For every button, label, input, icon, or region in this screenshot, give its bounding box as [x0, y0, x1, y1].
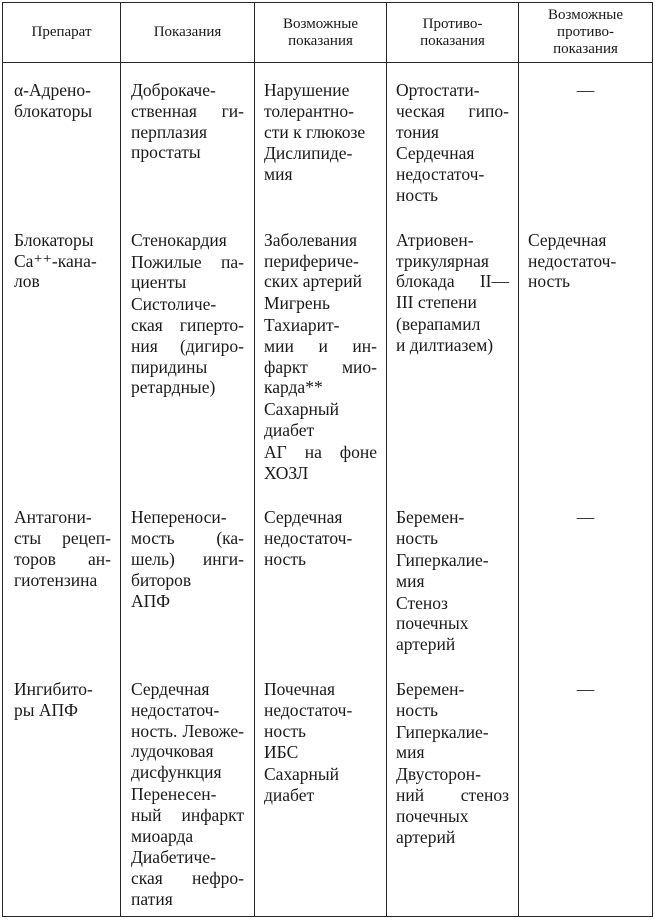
- cell-paragraph: [396, 679, 509, 721]
- cell-drug: [3, 218, 120, 496]
- cell-line: Беремен-: [396, 678, 465, 699]
- cell-line: недостаточ-: [131, 699, 220, 720]
- cell-line: Сердечная: [264, 507, 343, 528]
- cell-paragraph: [396, 593, 509, 655]
- cell-paragraph: [528, 679, 643, 700]
- cell-line: лудочковая: [131, 741, 214, 762]
- cell-paragraph: [264, 507, 377, 569]
- cell-contraindications: [386, 218, 518, 496]
- cell-paragraph: [528, 230, 643, 292]
- cell-paragraph: [14, 80, 111, 122]
- cell-line: Сердечная: [528, 229, 607, 250]
- cell-paragraph: [131, 847, 244, 909]
- cell-line: почечных: [396, 613, 469, 634]
- cell-paragraph: [528, 80, 643, 101]
- cell-line: Непереноси-: [131, 507, 227, 528]
- cell-paragraph: [264, 230, 377, 292]
- cell-line: Диабетиче-: [131, 847, 216, 868]
- cell-paragraph: [264, 143, 377, 185]
- cell-paragraph: [396, 722, 509, 764]
- header-drug: [3, 3, 120, 63]
- cell-paragraph: [396, 80, 509, 142]
- cell-line: Пожилые па-: [131, 251, 244, 272]
- cell-paragraph: [131, 80, 244, 163]
- cell-line: пиридины: [131, 356, 208, 377]
- cell-paragraph: [264, 293, 377, 314]
- header-line: Возможные: [283, 15, 358, 32]
- cell-line: ИБС: [264, 742, 299, 763]
- cell-paragraph: [131, 507, 244, 611]
- cell-paragraph: [396, 143, 509, 205]
- cell-line: ственная ги-: [131, 100, 244, 121]
- cell-line: Дислипиде-: [264, 143, 353, 164]
- cell-paragraph: [396, 230, 509, 313]
- cell-line: Атриовен-: [396, 229, 474, 250]
- header-line: показания: [553, 41, 618, 57]
- cell-indications: [120, 218, 254, 496]
- header-line: Препарат: [31, 24, 92, 40]
- cell-line: Гиперкалие-: [396, 721, 489, 742]
- cell-line: Сахарный: [264, 399, 339, 420]
- cell-line: патия: [131, 888, 173, 909]
- cell-line: гиотензина: [14, 569, 98, 590]
- cell-line: Сердечная: [396, 143, 475, 164]
- cell-line: мость (ка-: [131, 528, 244, 549]
- cell-line: ность. Левоже-: [131, 720, 244, 741]
- header-possible-indications: [254, 3, 386, 63]
- cell-line: ретардные): [131, 377, 216, 398]
- cell-possible-contraindications: [518, 667, 652, 916]
- cell-paragraph: [131, 252, 244, 294]
- cell-line: ния (дигиро-: [131, 335, 244, 356]
- cell-line: Стенокардия: [131, 229, 227, 250]
- cell-paragraph: [264, 742, 377, 763]
- cell-contraindications: [386, 495, 518, 667]
- cell-line: ность: [396, 184, 438, 205]
- cell-possible-contraindications: [518, 63, 652, 218]
- cell-line: перплазия: [131, 121, 208, 142]
- cell-line: шель) инги-: [131, 548, 244, 569]
- cell-paragraph: [264, 679, 377, 741]
- cell-paragraph: [396, 314, 509, 356]
- header-line: Возможные: [548, 7, 623, 23]
- header-possible-contraindications: [518, 3, 652, 63]
- cell-possible-indications: [254, 218, 386, 496]
- cell-line: недостаточ-: [264, 699, 353, 720]
- cell-line: α-Адрено-: [14, 80, 91, 100]
- cell-line: и дилтиазем): [396, 334, 494, 355]
- cell-line: лов: [14, 271, 40, 292]
- cell-line: ских артерий: [264, 271, 362, 292]
- cell-line: тония: [396, 121, 439, 142]
- cell-line: ность: [396, 528, 438, 549]
- cell-paragraph: [14, 507, 111, 590]
- cell-line: перифериче-: [264, 250, 359, 271]
- cell-line: блокада II—: [396, 271, 509, 292]
- cell-line: артерий: [396, 634, 456, 655]
- cell-paragraph: [396, 507, 509, 549]
- cell-line: фаркт мио-: [264, 356, 377, 377]
- cell-line: Тахиарит-: [264, 314, 340, 335]
- cell-possible-contraindications: [518, 495, 652, 667]
- cell-line: ность: [264, 548, 306, 569]
- cell-line: Сахарный: [264, 764, 339, 785]
- header-line: противо-: [557, 24, 614, 40]
- cell-line: Доброкаче-: [131, 80, 216, 100]
- cell-possible-indications: [254, 667, 386, 916]
- cell-line: диабет: [264, 419, 315, 440]
- cell-line: ческая гипо-: [396, 100, 509, 121]
- cell-line: ская гиперто-: [131, 314, 244, 335]
- cell-paragraph: [14, 679, 111, 721]
- cell-line: недостаточ-: [264, 528, 353, 549]
- cell-drug: [3, 495, 120, 667]
- drug-comparison-table: [2, 2, 653, 917]
- cell-paragraph: [264, 764, 377, 806]
- cell-paragraph: [264, 399, 377, 441]
- cell-line: —: [576, 678, 595, 699]
- cell-line: Ca⁺⁺-кана-: [14, 250, 97, 271]
- cell-line: (верапамил: [396, 313, 481, 334]
- cell-line: миоарда: [131, 825, 194, 846]
- cell-line: недостаточ-: [528, 250, 617, 271]
- cell-contraindications: [386, 667, 518, 916]
- cell-line: трикулярная: [396, 250, 489, 271]
- cell-line: Систоличе-: [131, 294, 217, 315]
- cell-line: сти к глюкозе: [264, 121, 366, 142]
- cell-line: Стеноз: [396, 592, 448, 613]
- cell-line: Антагони-: [14, 507, 92, 528]
- cell-line: ность: [264, 720, 306, 741]
- cell-line: блокаторы: [14, 100, 93, 121]
- cell-line: мия: [264, 164, 293, 185]
- cell-line: дисфункция: [131, 762, 222, 783]
- cell-drug: [3, 667, 120, 916]
- cell-line: —: [576, 80, 595, 100]
- cell-line: АПФ: [131, 590, 171, 611]
- cell-line: мия: [396, 570, 425, 591]
- cell-line: недостаточ-: [396, 164, 485, 185]
- cell-paragraph: [131, 230, 244, 251]
- header-contraindications: [386, 3, 518, 63]
- cell-line: Гиперкалие-: [396, 549, 489, 570]
- cell-paragraph: [131, 784, 244, 846]
- cell-line: ный инфаркт: [131, 804, 244, 825]
- cell-line: мии и ин-: [264, 335, 377, 356]
- cell-line: биторов: [131, 569, 192, 590]
- header-indications: [120, 3, 254, 63]
- cell-paragraph: [131, 294, 244, 398]
- cell-line: —: [576, 507, 595, 528]
- cell-line: Беремен-: [396, 507, 465, 528]
- cell-line: Ортостати-: [396, 80, 480, 100]
- cell-line: торов ан-: [14, 548, 111, 569]
- cell-line: Сердечная: [131, 678, 210, 699]
- cell-line: ХОЗЛ: [264, 462, 309, 483]
- cell-line: Ингибито-: [14, 678, 93, 699]
- cell-line: ская нефро-: [131, 868, 244, 889]
- cell-line: Двусторон-: [396, 764, 481, 785]
- cell-paragraph: [264, 315, 377, 398]
- cell-line: толерантно-: [264, 100, 354, 121]
- cell-contraindications: [386, 63, 518, 218]
- cell-line: ность: [528, 271, 570, 292]
- cell-line: артерий: [396, 826, 456, 847]
- cell-line: сты рецеп-: [14, 528, 111, 549]
- cell-indications: [120, 495, 254, 667]
- cell-line: ность: [396, 699, 438, 720]
- cell-line: мия: [396, 742, 425, 763]
- header-line: Показания: [153, 24, 222, 40]
- cell-line: АГ на фоне: [264, 441, 377, 462]
- cell-paragraph: [264, 80, 377, 142]
- header-line: Противо-: [422, 15, 483, 32]
- cell-paragraph: [396, 764, 509, 847]
- header-line: показания: [288, 32, 353, 49]
- cell-possible-contraindications: [518, 218, 652, 496]
- cell-possible-indications: [254, 495, 386, 667]
- cell-line: простаты: [131, 142, 201, 163]
- cell-line: Перенесен-: [131, 783, 217, 804]
- cell-line: карда**: [264, 377, 323, 398]
- header-line: показания: [420, 32, 485, 49]
- cell-line: циенты: [131, 272, 187, 293]
- cell-line: Почечная: [264, 678, 336, 699]
- cell-paragraph: [131, 679, 244, 783]
- cell-line: ний стеноз: [396, 784, 509, 805]
- cell-line: Заболевания: [264, 229, 358, 250]
- cell-paragraph: [528, 507, 643, 528]
- cell-line: почечных: [396, 805, 469, 826]
- cell-indications: [120, 63, 254, 218]
- cell-line: Блокаторы: [14, 229, 94, 250]
- cell-indications: [120, 667, 254, 916]
- cell-drug: [3, 63, 120, 218]
- cell-line: III степени: [396, 292, 477, 313]
- cell-possible-indications: [254, 63, 386, 218]
- cell-line: Нарушение: [264, 80, 350, 100]
- cell-paragraph: [14, 230, 111, 292]
- cell-paragraph: [264, 442, 377, 484]
- cell-line: диабет: [264, 784, 315, 805]
- cell-line: Мигрень: [264, 293, 330, 314]
- cell-line: ры АПФ: [14, 699, 78, 720]
- cell-paragraph: [396, 550, 509, 592]
